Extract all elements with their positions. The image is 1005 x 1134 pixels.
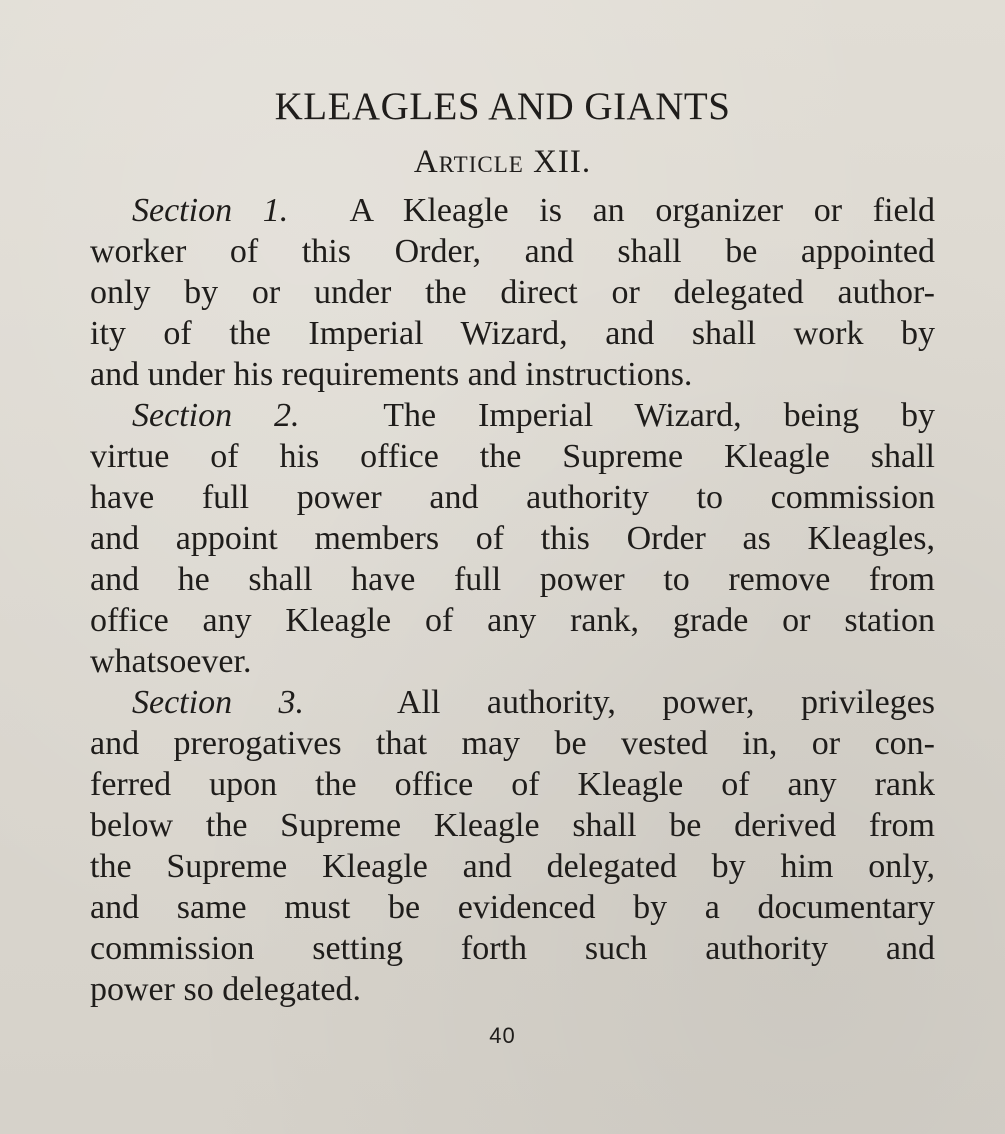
article-body (90, 190, 935, 1010)
section-2-line: and appoint members of this Order as Kleagles, (90, 520, 935, 557)
page-number: 40 (489, 1023, 516, 1048)
section-3-line: the Supreme Kleagle and delegated by him only, (90, 848, 935, 885)
section-3-label: Section 3. (132, 684, 305, 721)
section-2-text: The Imperial Wizard, being by (383, 397, 935, 434)
section-2-line: office any Kleagle of any rank, grade or station (90, 602, 935, 639)
section-3-line: power so delegated. (90, 971, 361, 1008)
section-3-line: commission setting forth such authority and (90, 930, 935, 967)
article-heading: Article XII. (413, 144, 592, 180)
section-1-line: ity of the Imperial Wizard, and shall work by (90, 315, 935, 352)
section-2-line: virtue of his office the Supreme Kleagle shall (90, 438, 935, 475)
section-3-text: All authority, power, privileges (396, 684, 936, 721)
section-1-line: worker of this Order, and shall be appointed (90, 233, 935, 270)
section-3-line: and prerogatives that may be vested in, or con- (90, 725, 935, 762)
section-1-label: Section 1. (132, 192, 289, 229)
section-2-label: Section 2. (132, 397, 300, 434)
section-3-line: and same must be evidenced by a documentary (90, 889, 935, 926)
section-1-line: and under his requirements and instructions. (90, 356, 693, 393)
section-1-line (90, 190, 935, 231)
section-2-line: have full power and authority to commission (90, 479, 935, 516)
section-2-line: whatsoever. (90, 643, 252, 680)
section-3-line: below the Supreme Kleagle shall be derived from (90, 807, 935, 844)
section-1-line: only by or under the direct or delegated author- (90, 274, 935, 311)
section-1-text: A Kleagle is an organizer or field (349, 192, 936, 229)
section-2-line: and he shall have full power to remove from (90, 561, 935, 598)
page-title: KLEAGLES AND GIANTS (274, 85, 731, 128)
section-3-line: ferred upon the office of Kleagle of any rank (90, 766, 935, 803)
section-3-line (90, 682, 935, 723)
section-2-line (90, 395, 935, 436)
